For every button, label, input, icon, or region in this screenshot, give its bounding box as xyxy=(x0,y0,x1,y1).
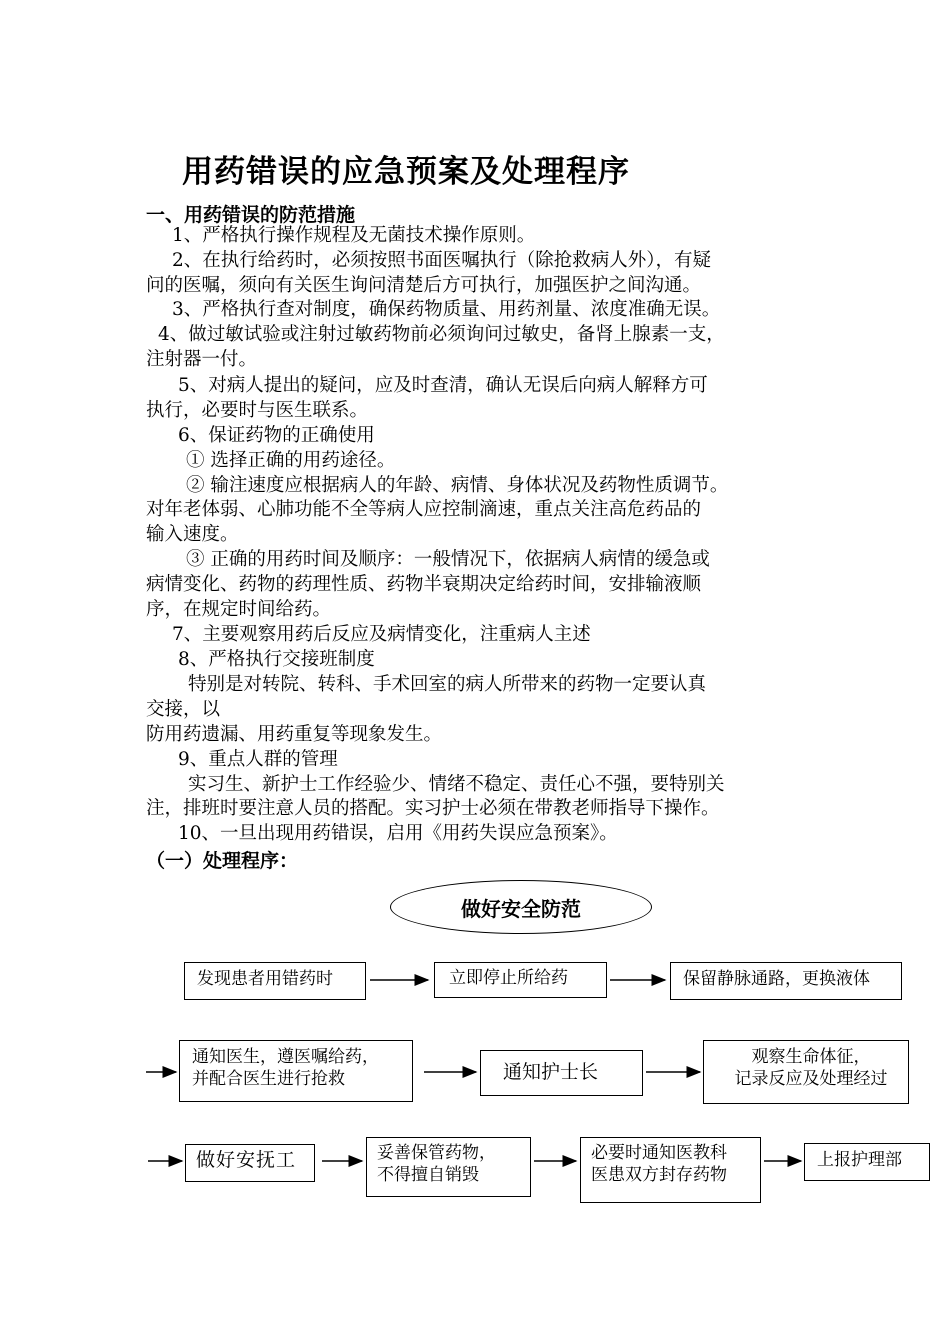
flow-box-label: 发现患者用错药时 xyxy=(197,969,333,989)
text-line: 对年老体弱、心肺功能不全等病人应控制滴速，重点关注高危药品的 xyxy=(146,499,702,520)
flow-box-keep-drug xyxy=(366,1137,531,1197)
flow-box-label: 上报护理部 xyxy=(817,1150,902,1170)
text-line: 5、对病人提出的疑问，应及时查清，确认无误后向病人解释方可 xyxy=(178,375,708,396)
text-line: 问的医嘱，须向有关医生询问清楚后方可执行，加强医护之间沟通。 xyxy=(146,275,702,296)
flow-box-label: 立即停止所给药 xyxy=(449,968,568,988)
section-heading-procedure: （一）处理程序： xyxy=(146,850,299,872)
page-title: 用药错误的应急预案及处理程序 xyxy=(182,154,630,190)
flow-box-notify-head-nurse xyxy=(480,1050,643,1096)
flow-box-label: 观察生命体征， xyxy=(751,1047,871,1067)
flow-box-label: 并配合医生进行抢救 xyxy=(192,1069,345,1089)
text-line: 6、保证药物的正确使用 xyxy=(178,425,375,446)
text-line: 特别是对转院、转科、手术回室的病人所带来的药物一定要认真 xyxy=(188,674,707,695)
text-line: 3、严格执行查对制度，确保药物质量、用药剂量、浓度准确无误。 xyxy=(172,299,721,320)
text-line: 实习生、新护士工作经验少、情绪不稳定、责任心不强，要特别关 xyxy=(188,774,725,795)
text-line: 注射器一付。 xyxy=(146,349,258,370)
text-line: 2、在执行给药时，必须按照书面医嘱执行（除抢救病人外），有疑 xyxy=(172,250,712,271)
flow-start-label: 做好安全防范 xyxy=(461,896,581,921)
flow-box-comfort xyxy=(185,1144,315,1182)
text-line: 7、主要观察用药后反应及病情变化，注重病人主述 xyxy=(172,624,591,645)
text-line: 交接，以 xyxy=(146,699,221,720)
flow-box-keep-iv xyxy=(670,962,902,1000)
flow-box-observe xyxy=(703,1040,909,1104)
text-line: ③ 正确的用药时间及顺序：一般情况下，依据病人病情的缓急或 xyxy=(186,549,710,570)
text-line: 注，排班时要注意人员的搭配。实习护士必须在带教老师指导下操作。 xyxy=(146,798,720,819)
flow-box-label: 通知护士长 xyxy=(503,1061,599,1083)
text-line: 8、严格执行交接班制度 xyxy=(178,649,375,670)
flow-box-label: 记录反应及处理经过 xyxy=(734,1069,888,1089)
text-line: 序，在规定时间给药。 xyxy=(146,599,332,620)
flow-box-stop xyxy=(434,962,607,998)
flow-box-label: 不得擅自销毁 xyxy=(377,1165,479,1185)
text-line: 9、重点人群的管理 xyxy=(178,749,338,770)
flow-box-notify-doctor xyxy=(179,1040,413,1102)
flow-box-seal-drug xyxy=(580,1137,761,1203)
flow-box-discover xyxy=(184,962,366,1000)
text-line: 病情变化、药物的药理性质、药物半衰期决定给药时间，安排输液顺 xyxy=(146,574,702,595)
flow-box-label: 必要时通知医教科 xyxy=(591,1143,727,1163)
text-line: 10、一旦出现用药错误，启用《用药失误应急预案》。 xyxy=(178,823,618,844)
text-line: 4、做过敏试验或注射过敏药物前必须询问过敏史，备肾上腺素一支， xyxy=(158,324,725,345)
flow-box-report xyxy=(804,1143,930,1181)
section-heading-prevention: 一、用药错误的防范措施 xyxy=(146,204,356,226)
flow-box-label: 做好安抚工 xyxy=(196,1149,297,1171)
text-line: 1、严格执行操作规程及无菌技术操作原则。 xyxy=(172,225,536,246)
flow-box-label: 妥善保管药物， xyxy=(377,1143,496,1163)
flow-box-label: 医患双方封存药物 xyxy=(591,1165,727,1185)
flow-box-label: 保留静脉通路，更换液体 xyxy=(683,969,870,989)
text-line: ② 输注速度应根据病人的年龄、病情、身体状况及药物性质调节。 xyxy=(186,475,729,496)
text-line: 输入速度。 xyxy=(146,524,239,545)
text-line: ① 选择正确的用药途径。 xyxy=(186,450,396,471)
text-line: 防用药遗漏、用药重复等现象发生。 xyxy=(146,724,443,745)
flow-box-label: 通知医生，遵医嘱给药， xyxy=(192,1047,379,1067)
text-line: 执行，必要时与医生联系。 xyxy=(146,400,369,421)
